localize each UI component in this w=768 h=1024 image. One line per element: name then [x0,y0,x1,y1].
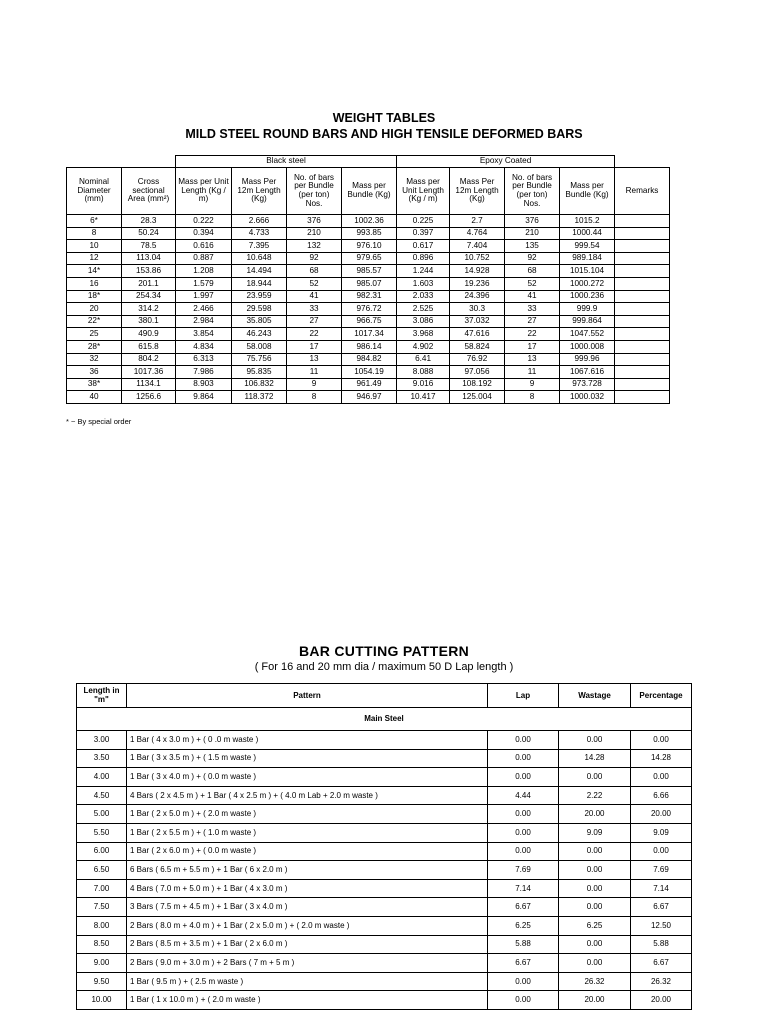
table-cell: 1.603 [397,277,450,290]
table-cell: 6.25 [559,916,631,935]
table-row [67,378,670,391]
table-cell: 9 [287,378,342,391]
table-cell: 1.244 [397,265,450,278]
col-header-mass-12m: Mass Per 12m Length (Kg) [232,168,287,215]
table-cell: 11 [505,366,560,379]
table-cell: 2.22 [559,786,631,805]
table-cell: 1000.236 [560,290,615,303]
table-row [67,265,670,278]
table-row [77,916,692,935]
table-cell: 8 [67,227,122,240]
table-cell: 40 [67,391,122,404]
table-cell: 7.50 [77,898,127,917]
table-cell: 7.69 [488,861,559,880]
table-cell: 201.1 [122,277,176,290]
weight-tables-subtitle: MILD STEEL ROUND BARS AND HIGH TENSILE DEFORMED BARS [185,127,583,141]
weight-table [66,155,670,404]
table-cell: 20.00 [559,991,631,1010]
bc-header-percentage: Percentage [631,684,692,708]
remarks-cell [615,366,670,379]
table-cell: 979.65 [342,252,397,265]
table-cell: 1 Bar ( 9.5 m ) + ( 2.5 m waste ) [127,972,488,991]
table-cell: 41 [505,290,560,303]
bar-cutting-title: BAR CUTTING PATTERN [298,643,470,659]
table-cell: 153.86 [122,265,176,278]
table-cell: 0.00 [559,879,631,898]
table-cell: 20 [67,303,122,316]
table-cell: 17 [505,340,560,353]
table-cell: 4 Bars ( 7.0 m + 5.0 m ) + 1 Bar ( 4 x 3.0 m ) [127,879,488,898]
col-header-area: Cross sectional Area (mm²) [122,168,176,215]
table-cell: 984.82 [342,353,397,366]
table-cell: 4.44 [488,786,559,805]
table-cell: 6.00 [77,842,127,861]
table-cell: 132 [287,240,342,253]
table-cell: 1067.616 [560,366,615,379]
table-row [77,823,692,842]
table-cell: 4.764 [450,227,505,240]
remarks-cell [615,252,670,265]
table-cell: 7.69 [631,861,692,880]
table-cell: 5.00 [77,805,127,824]
table-cell: 8.088 [397,366,450,379]
table-cell: 615.8 [122,340,176,353]
table-cell: 1 Bar ( 2 x 6.0 m ) + ( 0.0 m waste ) [127,842,488,861]
table-cell: 1 Bar ( 3 x 3.5 m ) + ( 1.5 m waste ) [127,749,488,768]
table-cell: 254.34 [122,290,176,303]
table-cell: 490.9 [122,328,176,341]
table-cell: 23.959 [232,290,287,303]
table-cell: 982.31 [342,290,397,303]
table-cell: 976.72 [342,303,397,316]
table-cell: 1017.36 [122,366,176,379]
table-cell: 985.57 [342,265,397,278]
remarks-cell [615,328,670,341]
table-cell: 97.056 [450,366,505,379]
table-cell: 0.00 [488,768,559,787]
table-cell: 14* [67,265,122,278]
table-cell: 6.67 [488,898,559,917]
col-header-diameter: Nominal Diameter (mm) [67,168,122,215]
table-cell: 118.372 [232,391,287,404]
table-cell: 0.00 [559,842,631,861]
table-cell: 9.09 [559,823,631,842]
table-row [67,252,670,265]
bc-header-lap: Lap [488,684,559,708]
special-order-note: * ~ By special order [66,417,132,426]
table-cell: 33 [505,303,560,316]
table-cell: 210 [287,227,342,240]
table-cell: 50.24 [122,227,176,240]
table-cell: 1017.34 [342,328,397,341]
table-row [77,731,692,750]
table-cell: 22 [505,328,560,341]
table-cell: 37.032 [450,315,505,328]
table-cell: 25 [67,328,122,341]
table-row [77,842,692,861]
table-cell: 0.00 [559,954,631,973]
table-cell: 0.225 [397,215,450,228]
table-cell: 3.00 [77,731,127,750]
table-cell: 1 Bar ( 3 x 4.0 m ) + ( 0.0 m waste ) [127,768,488,787]
table-cell: 36 [67,366,122,379]
table-cell: 989.184 [560,252,615,265]
col-header-epoxy-mass-12m: Mass Per 12m Length (Kg) [450,168,505,215]
table-row [77,935,692,954]
table-cell: 0.00 [488,731,559,750]
table-cell: 19.236 [450,277,505,290]
bc-section-main-steel: Main Steel [77,708,692,731]
table-cell: 28.3 [122,215,176,228]
table-cell: 9.016 [397,378,450,391]
table-cell: 108.192 [450,378,505,391]
table-row [67,366,670,379]
table-cell: 0.00 [488,991,559,1010]
table-cell: 3.086 [397,315,450,328]
table-cell: 20.00 [631,991,692,1010]
table-cell: 966.75 [342,315,397,328]
table-cell: 946.97 [342,391,397,404]
table-cell: 0.617 [397,240,450,253]
table-cell: 92 [287,252,342,265]
table-cell: 7.404 [450,240,505,253]
table-cell: 999.96 [560,353,615,366]
table-cell: 20.00 [631,805,692,824]
table-cell: 14.28 [631,749,692,768]
table-cell: 9.09 [631,823,692,842]
table-cell: 973.728 [560,378,615,391]
remarks-cell [615,353,670,366]
table-row [77,786,692,805]
table-cell: 6.67 [631,954,692,973]
table-cell: 0.00 [559,861,631,880]
table-cell: 10.752 [450,252,505,265]
remarks-cell [615,391,670,404]
table-cell: 106.832 [232,378,287,391]
table-cell: 7.395 [232,240,287,253]
table-cell: 10.00 [77,991,127,1010]
weight-tables-title: WEIGHT TABLES [332,111,436,125]
bc-header-length: Length in "m" [77,684,127,708]
table-cell: 78.5 [122,240,176,253]
table-cell: 3 Bars ( 7.5 m + 4.5 m ) + 1 Bar ( 3 x 4.0 m ) [127,898,488,917]
table-cell: 976.10 [342,240,397,253]
table-cell: 376 [287,215,342,228]
remarks-cell [615,265,670,278]
table-cell: 14.928 [450,265,505,278]
table-cell: 47.616 [450,328,505,341]
table-cell: 2.525 [397,303,450,316]
table-cell: 9.50 [77,972,127,991]
table-cell: 76.92 [450,353,505,366]
table-cell: 1.579 [176,277,232,290]
table-cell: 12.50 [631,916,692,935]
table-row [67,315,670,328]
table-cell: 2 Bars ( 9.0 m + 3.0 m ) + 2 Bars ( 7 m + 5 m ) [127,954,488,973]
table-cell: 6.67 [488,954,559,973]
table-cell: 58.008 [232,340,287,353]
table-cell: 0.00 [631,768,692,787]
table-row [77,898,692,917]
table-cell: 4.50 [77,786,127,805]
table-cell: 380.1 [122,315,176,328]
table-cell: 0.00 [559,935,631,954]
table-cell: 993.85 [342,227,397,240]
table-cell: 999.864 [560,315,615,328]
table-cell: 0.00 [488,842,559,861]
remarks-cell [615,315,670,328]
bar-cutting-table [76,683,692,1010]
table-cell: 9.00 [77,954,127,973]
table-cell: 2.466 [176,303,232,316]
table-cell: 0.00 [488,749,559,768]
table-cell: 11 [287,366,342,379]
table-cell: 6.67 [631,898,692,917]
table-cell: 92 [505,252,560,265]
table-cell: 0.222 [176,215,232,228]
table-cell: 17 [287,340,342,353]
table-cell: 3.854 [176,328,232,341]
table-cell: 8.50 [77,935,127,954]
group-header-black-steel: Black steel [176,156,397,168]
table-row [77,954,692,973]
table-cell: 1256.6 [122,391,176,404]
table-row [67,215,670,228]
table-cell: 2.666 [232,215,287,228]
table-cell: 10.648 [232,252,287,265]
table-cell: 4.902 [397,340,450,353]
table-cell: 1002.36 [342,215,397,228]
col-header-mass-unit: Mass per Unit Length (Kg / m) [176,168,232,215]
table-cell: 6.50 [77,861,127,880]
table-cell: 28* [67,340,122,353]
table-row [77,879,692,898]
table-row [67,277,670,290]
table-cell: 10 [67,240,122,253]
table-cell: 0.616 [176,240,232,253]
table-cell: 68 [287,265,342,278]
table-cell: 0.394 [176,227,232,240]
table-cell: 46.243 [232,328,287,341]
table-cell: 26.32 [559,972,631,991]
table-cell: 0.00 [559,898,631,917]
table-cell: 22 [287,328,342,341]
bc-header-pattern: Pattern [127,684,488,708]
table-cell: 1 Bar ( 4 x 3.0 m ) + ( 0 .0 m waste ) [127,731,488,750]
table-row [67,353,670,366]
remarks-cell [615,378,670,391]
group-header-epoxy-coated: Epoxy Coated [397,156,615,168]
table-cell: 52 [287,277,342,290]
remarks-cell [615,240,670,253]
table-cell: 13 [505,353,560,366]
table-row [67,303,670,316]
table-cell: 16 [67,277,122,290]
table-cell: 14.28 [559,749,631,768]
table-cell: 0.00 [488,805,559,824]
table-cell: 4.00 [77,768,127,787]
table-cell: 210 [505,227,560,240]
table-cell: 6.25 [488,916,559,935]
table-cell: 1 Bar ( 1 x 10.0 m ) + ( 2.0 m waste ) [127,991,488,1010]
bar-cutting-subtitle: ( For 16 and 20 mm dia / maximum 50 D Lap length ) [254,661,514,673]
table-cell: 135 [505,240,560,253]
table-cell: 4.834 [176,340,232,353]
table-cell: 1015.104 [560,265,615,278]
table-row [67,328,670,341]
col-header-epoxy-mass-unit: Mass per Unit Length (Kg / m) [397,168,450,215]
col-header-mass-bundle: Mass per Bundle (Kg) [342,168,397,215]
remarks-cell [615,303,670,316]
table-cell: 52 [505,277,560,290]
table-cell: 961.49 [342,378,397,391]
table-cell: 999.9 [560,303,615,316]
table-cell: 113.04 [122,252,176,265]
table-row [67,240,670,253]
col-header-remarks: Remarks [615,168,670,215]
table-cell: 38* [67,378,122,391]
table-cell: 2 Bars ( 8.5 m + 3.5 m ) + 1 Bar ( 2 x 6.0 m ) [127,935,488,954]
table-cell: 9.864 [176,391,232,404]
table-cell: 5.88 [631,935,692,954]
table-cell: 14.494 [232,265,287,278]
table-cell: 2.984 [176,315,232,328]
bc-header-wastage: Wastage [559,684,631,708]
table-cell: 0.00 [488,972,559,991]
table-cell: 7.14 [631,879,692,898]
col-header-bars-bundle: No. of bars per Bundle (per ton) Nos. [287,168,342,215]
table-cell: 1054.19 [342,366,397,379]
table-cell: 10.417 [397,391,450,404]
table-row [77,805,692,824]
table-cell: 0.887 [176,252,232,265]
table-cell: 1015.2 [560,215,615,228]
table-cell: 2.033 [397,290,450,303]
col-header-epoxy-bars-bundle: No. of bars per Bundle (per ton) Nos. [505,168,560,215]
table-cell: 8 [287,391,342,404]
table-row [77,991,692,1010]
table-cell: 41 [287,290,342,303]
table-cell: 1 Bar ( 2 x 5.5 m ) + ( 1.0 m waste ) [127,823,488,842]
remarks-cell [615,340,670,353]
table-cell: 2.7 [450,215,505,228]
table-cell: 13 [287,353,342,366]
table-cell: 33 [287,303,342,316]
table-cell: 22* [67,315,122,328]
table-row [77,749,692,768]
table-row [77,768,692,787]
table-cell: 58.824 [450,340,505,353]
remarks-cell [615,215,670,228]
table-cell: 12 [67,252,122,265]
table-cell: 125.004 [450,391,505,404]
table-cell: 27 [505,315,560,328]
table-cell: 1000.008 [560,340,615,353]
table-cell: 18* [67,290,122,303]
table-cell: 3.968 [397,328,450,341]
table-cell: 2 Bars ( 8.0 m + 4.0 m ) + 1 Bar ( 2 x 5.0 m ) + ( 2.0 m waste ) [127,916,488,935]
table-cell: 1.208 [176,265,232,278]
table-cell: 1 Bar ( 2 x 5.0 m ) + ( 2.0 m waste ) [127,805,488,824]
table-cell: 1.997 [176,290,232,303]
table-cell: 6* [67,215,122,228]
table-row [67,391,670,404]
table-cell: 4 Bars ( 2 x 4.5 m ) + 1 Bar ( 4 x 2.5 m ) + ( 4.0 m Lab + 2.0 m waste ) [127,786,488,805]
col-header-epoxy-mass-bundle: Mass per Bundle (Kg) [560,168,615,215]
table-cell: 5.50 [77,823,127,842]
table-cell: 804.2 [122,353,176,366]
table-row [67,227,670,240]
table-row [77,861,692,880]
table-cell: 95.835 [232,366,287,379]
table-cell: 5.88 [488,935,559,954]
table-row [67,340,670,353]
table-cell: 29.598 [232,303,287,316]
remarks-cell [615,277,670,290]
table-cell: 26.32 [631,972,692,991]
table-cell: 75.756 [232,353,287,366]
table-cell: 6.313 [176,353,232,366]
table-cell: 0.00 [559,731,631,750]
table-cell: 30.3 [450,303,505,316]
table-cell: 8.903 [176,378,232,391]
table-cell: 18.944 [232,277,287,290]
table-cell: 7.986 [176,366,232,379]
table-cell: 314.2 [122,303,176,316]
table-cell: 9 [505,378,560,391]
table-row [77,972,692,991]
table-cell: 1134.1 [122,378,176,391]
table-cell: 0.397 [397,227,450,240]
table-cell: 376 [505,215,560,228]
table-cell: 985.07 [342,277,397,290]
table-cell: 1047.552 [560,328,615,341]
table-cell: 986.14 [342,340,397,353]
table-cell: 8.00 [77,916,127,935]
table-cell: 0.00 [631,842,692,861]
table-cell: 35.805 [232,315,287,328]
table-cell: 6 Bars ( 6.5 m + 5.5 m ) + 1 Bar ( 6 x 2.0 m ) [127,861,488,880]
table-cell: 24.396 [450,290,505,303]
table-cell: 20.00 [559,805,631,824]
remarks-cell [615,227,670,240]
table-cell: 1000.272 [560,277,615,290]
table-row [67,290,670,303]
table-cell: 7.14 [488,879,559,898]
table-cell: 1000.44 [560,227,615,240]
table-cell: 68 [505,265,560,278]
table-cell: 0.896 [397,252,450,265]
table-cell: 0.00 [631,731,692,750]
remarks-cell [615,290,670,303]
table-cell: 7.00 [77,879,127,898]
table-cell: 6.66 [631,786,692,805]
table-cell: 999.54 [560,240,615,253]
table-cell: 6.41 [397,353,450,366]
table-cell: 0.00 [488,823,559,842]
table-cell: 0.00 [559,768,631,787]
table-cell: 32 [67,353,122,366]
table-cell: 8 [505,391,560,404]
table-cell: 1000.032 [560,391,615,404]
table-cell: 27 [287,315,342,328]
table-cell: 4.733 [232,227,287,240]
table-cell: 3.50 [77,749,127,768]
